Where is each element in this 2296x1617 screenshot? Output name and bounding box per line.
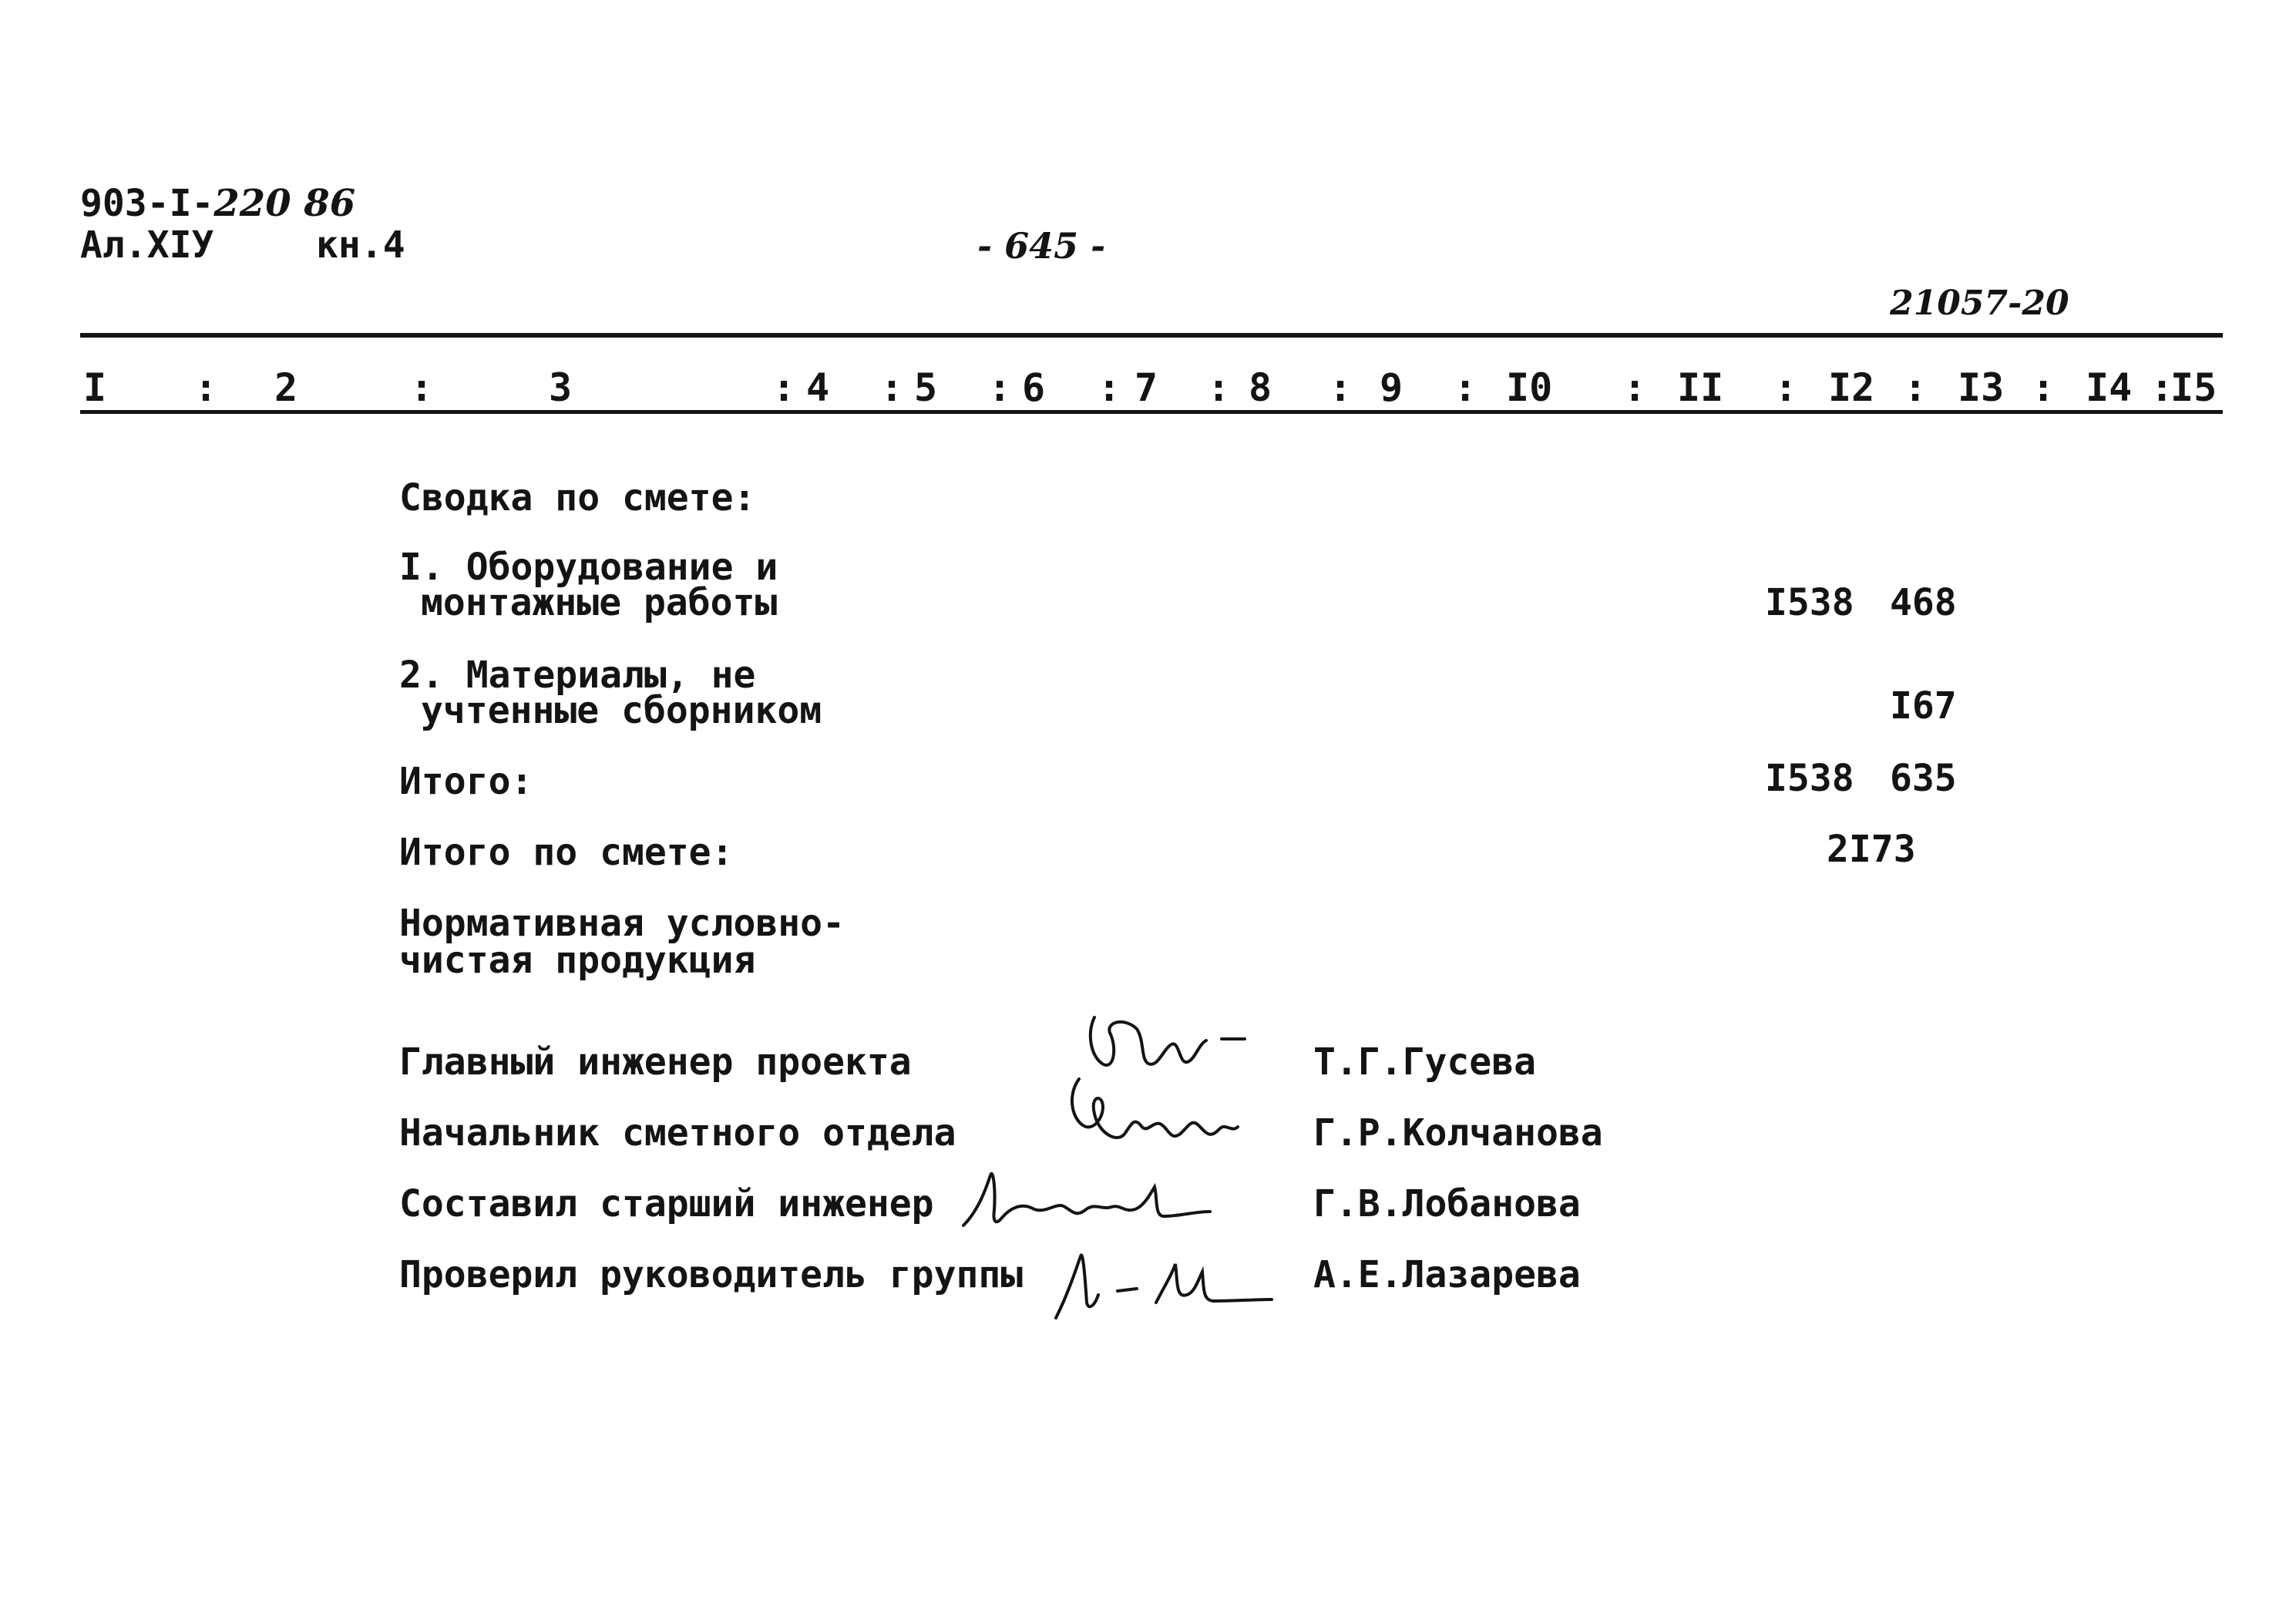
column-separator: : (772, 365, 796, 410)
column-separator: : (1904, 365, 1928, 410)
column-number: II (1677, 365, 1724, 410)
signatory-name-1: Т.Г.Гусева (1313, 1040, 1536, 1084)
summary-row-1-value-b: 468 (1890, 581, 1957, 624)
column-separator: : (1207, 365, 1231, 410)
handwritten-signature-3-icon (948, 1156, 1225, 1241)
summary-row-2-line-1: 2. Материалы, не (399, 654, 756, 697)
signature-role-4: Проверил руководитель группы (399, 1253, 1024, 1296)
column-number: 3 (549, 365, 573, 410)
document-code-typed: 903-I- (80, 182, 214, 225)
handwritten-signature-4-icon (1040, 1233, 1279, 1326)
column-number: 6 (1022, 365, 1046, 410)
column-number: I4 (2086, 365, 2133, 410)
summary-row-1-line-1: I. Оборудование и (399, 546, 778, 589)
document-code-handwritten: 220 86 (213, 182, 356, 225)
summary-row-2-value-b: I67 (1890, 684, 1957, 728)
book-number: кн.4 (316, 224, 405, 267)
column-number: 4 (806, 365, 830, 410)
column-separator: : (1454, 365, 1477, 410)
column-separator: : (880, 365, 904, 410)
summary-row-1-value-a: I538 (1765, 581, 1854, 624)
signature-role-3: Составил старший инженер (399, 1182, 934, 1225)
summary-title: Сводка по смете: (399, 476, 756, 519)
column-number: 7 (1135, 365, 1158, 410)
inventory-number: 21057-20 (1890, 284, 2069, 323)
signature-4 (1040, 1233, 1279, 1329)
subtotal-value-a: I538 (1765, 757, 1854, 800)
subtotal-value-b: 635 (1890, 757, 1957, 800)
column-number: I3 (1958, 365, 2005, 410)
column-number: I0 (1506, 365, 1553, 410)
column-number: 5 (914, 365, 938, 410)
column-separator: : (1623, 365, 1647, 410)
column-number: I2 (1828, 365, 1875, 410)
column-number: 2 (274, 365, 298, 410)
total-label: Итого по смете: (399, 831, 734, 874)
column-separator: : (1098, 365, 1121, 410)
column-number: 8 (1249, 365, 1272, 410)
signature-3 (948, 1156, 1225, 1244)
header-bottom-rule (80, 410, 2223, 414)
column-separator: : (194, 365, 218, 410)
signature-role-1: Главный инженер проекта (399, 1040, 912, 1084)
summary-row-2-line-2: учтенные сборником (421, 689, 822, 732)
signature-role-2: Начальник сметного отдела (399, 1111, 956, 1155)
normative-line-1: Нормативная условно- (399, 902, 845, 945)
page-number: - 645 - (977, 225, 1106, 267)
subtotal-label: Итого: (399, 760, 533, 803)
normative-line-2: чистая продукция (399, 939, 756, 982)
header-top-rule (80, 333, 2223, 338)
signatory-name-4: А.Е.Лазарева (1313, 1253, 1581, 1296)
column-separator: : (410, 365, 434, 410)
column-number: 9 (1380, 365, 1403, 410)
column-number: I (83, 365, 107, 410)
column-separator: : (1329, 365, 1353, 410)
album-number: Ал.XIУ (80, 224, 214, 267)
column-separator: : (2150, 365, 2174, 410)
column-number: I5 (2170, 365, 2217, 410)
signatory-name-2: Г.Р.Колчанова (1313, 1111, 1603, 1155)
column-separator: : (988, 365, 1012, 410)
column-separator: : (2032, 365, 2056, 410)
document-code (80, 182, 356, 225)
signatory-name-3: Г.В.Лобанова (1313, 1182, 1581, 1225)
summary-row-1-line-2: монтажные работы (421, 581, 778, 624)
total-value: 2I73 (1827, 828, 1916, 871)
column-separator: : (1774, 365, 1798, 410)
